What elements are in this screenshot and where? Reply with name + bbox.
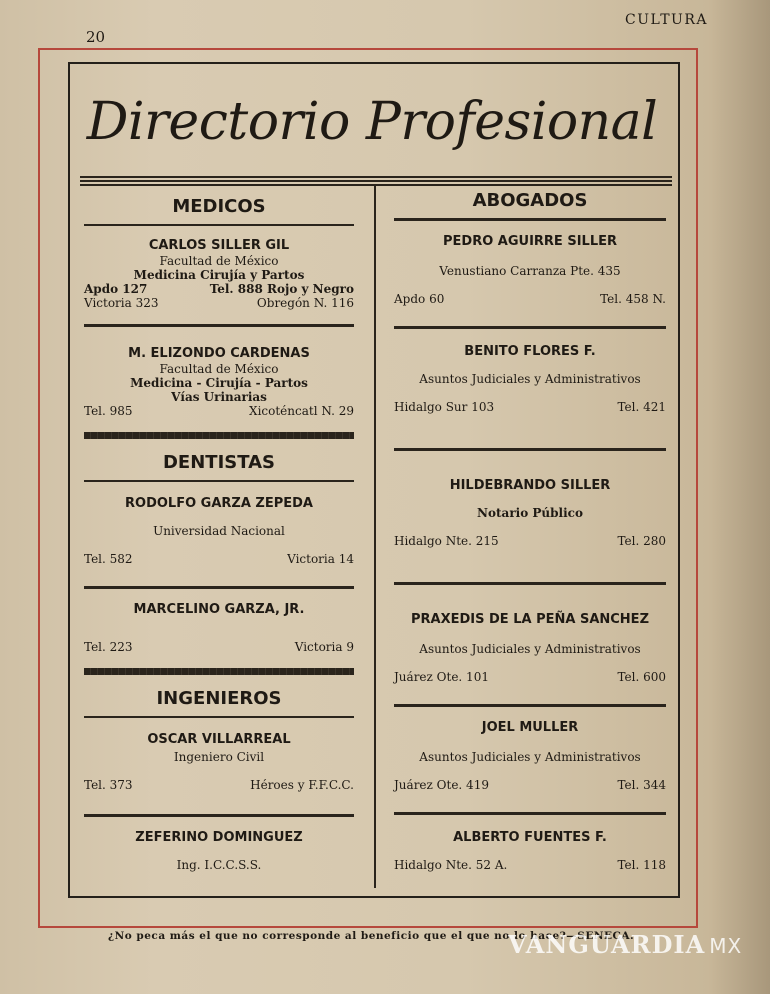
entry-detail: Ingeniero Civil — [173, 750, 265, 764]
entry-contact-row — [394, 400, 666, 414]
divider — [84, 814, 354, 817]
entry-tel: Tel. 985 — [84, 404, 133, 418]
entry-name: HILDEBRANDO SILLER — [449, 478, 611, 493]
entry-name: OSCAR VILLARREAL — [147, 732, 291, 747]
divider — [394, 218, 666, 221]
divider — [394, 448, 666, 451]
entry-tel: Tel. 373 — [84, 778, 133, 792]
entry-name: M. ELIZONDO CARDENAS — [128, 346, 310, 361]
entry-address: Juárez Ote. 101 — [394, 670, 489, 684]
entry-detail: Ing. I.C.C.S.S. — [176, 858, 262, 872]
entry-contact-row — [84, 282, 354, 296]
entry-detail: Universidad Nacional — [153, 524, 285, 538]
entry-detail: Asuntos Judiciales y Administrativos — [419, 372, 641, 386]
entry-name: RODOLFO GARZA ZEPEDA — [125, 496, 313, 511]
entry-address: Obregón N. 116 — [256, 296, 354, 310]
page-number: 20 — [86, 28, 106, 46]
entry-detail: Medicina Cirujía y Partos — [133, 268, 305, 282]
entry-address-row — [84, 296, 354, 310]
entry-name: BENITO FLORES F. — [464, 344, 596, 359]
entry-contact-row — [394, 778, 666, 792]
entry-tel: Tel. 223 — [84, 640, 133, 654]
entry-tel: Tel. 458 N. — [600, 292, 666, 306]
column-divider — [374, 186, 376, 888]
divider — [84, 480, 354, 482]
entry-tel: Tel. 421 — [617, 400, 666, 414]
entry-name: MARCELINO GARZA, JR. — [133, 602, 305, 617]
entry-tel: Tel. 888 Rojo y Negro — [209, 282, 354, 296]
right-column — [394, 0, 666, 994]
entry-contact-row — [84, 552, 354, 566]
divider — [394, 812, 666, 815]
entry-address: Apdo 60 — [394, 292, 445, 306]
watermark-logo: VANGUARDIA MX — [508, 930, 743, 959]
divider — [84, 716, 354, 718]
heading-ingenieros: INGENIEROS — [156, 688, 282, 709]
entry-address: Héroes y F.F.C.C. — [250, 778, 354, 792]
entry-apdo: Apdo 127 — [84, 282, 148, 296]
entry-detail: Vías Urinarias — [171, 390, 267, 404]
entry-contact-row — [394, 292, 666, 306]
entry-contact-row — [394, 534, 666, 548]
entry-tel: Tel. 344 — [617, 778, 666, 792]
divider — [84, 586, 354, 589]
entry-address: Victoria 323 — [84, 296, 159, 310]
entry-contact-row — [84, 778, 354, 792]
page-title: Directorio Profesional — [86, 92, 658, 152]
footer-quote: ¿No peca más el que no corresponde al beneficio que el que no lo hace?—SENECA. — [108, 930, 635, 942]
entry-address: Hidalgo Nte. 215 — [394, 534, 499, 548]
entry-detail: Notario Público — [477, 506, 583, 520]
entry-address: Hidalgo Sur 103 — [394, 400, 495, 414]
entry-address: Victoria 9 — [294, 640, 354, 654]
entry-detail: Asuntos Judiciales y Administrativos — [419, 750, 641, 764]
entry-contact-row — [394, 858, 666, 872]
entry-tel: Tel. 118 — [617, 858, 666, 872]
entry-tel: Tel. 280 — [617, 534, 666, 548]
entry-name: ALBERTO FUENTES F. — [453, 830, 607, 845]
entry-contact-row — [84, 640, 354, 654]
divider — [394, 582, 666, 585]
entry-name: ZEFERINO DOMINGUEZ — [135, 830, 303, 845]
heading-medicos: MEDICOS — [172, 196, 266, 217]
section-bar — [84, 668, 354, 675]
entry-tel: Tel. 582 — [84, 552, 133, 566]
entry-detail: Facultad de México — [159, 362, 279, 376]
entry-address: Victoria 14 — [287, 552, 354, 566]
entry-name: JOEL MULLER — [481, 720, 579, 735]
entry-address: Hidalgo Nte. 52 A. — [394, 858, 508, 872]
entry-detail: Medicina - Cirujía - Partos — [130, 376, 308, 390]
entry-name: PEDRO AGUIRRE SILLER — [443, 234, 617, 249]
running-title: CULTURA — [625, 12, 708, 28]
section-bar — [84, 432, 354, 439]
heading-dentistas: DENTISTAS — [162, 452, 276, 473]
heading-abogados: ABOGADOS — [472, 190, 588, 211]
entry-name: PRAXEDIS DE LA PEÑA SANCHEZ — [411, 612, 649, 627]
divider — [84, 324, 354, 327]
entry-detail: Asuntos Judiciales y Administrativos — [419, 642, 641, 656]
entry-contact-row — [394, 670, 666, 684]
entry-contact-row — [84, 404, 354, 418]
entry-detail: Facultad de México — [159, 254, 279, 268]
entry-detail: Venustiano Carranza Pte. 435 — [439, 264, 621, 278]
entry-tel: Tel. 600 — [617, 670, 666, 684]
entry-address: Juárez Ote. 419 — [394, 778, 489, 792]
divider — [394, 704, 666, 707]
left-column — [84, 0, 354, 994]
entry-name: CARLOS SILLER GIL — [148, 238, 290, 253]
divider — [84, 224, 354, 226]
divider — [394, 326, 666, 329]
entry-address: Xicoténcatl N. 29 — [249, 404, 354, 418]
